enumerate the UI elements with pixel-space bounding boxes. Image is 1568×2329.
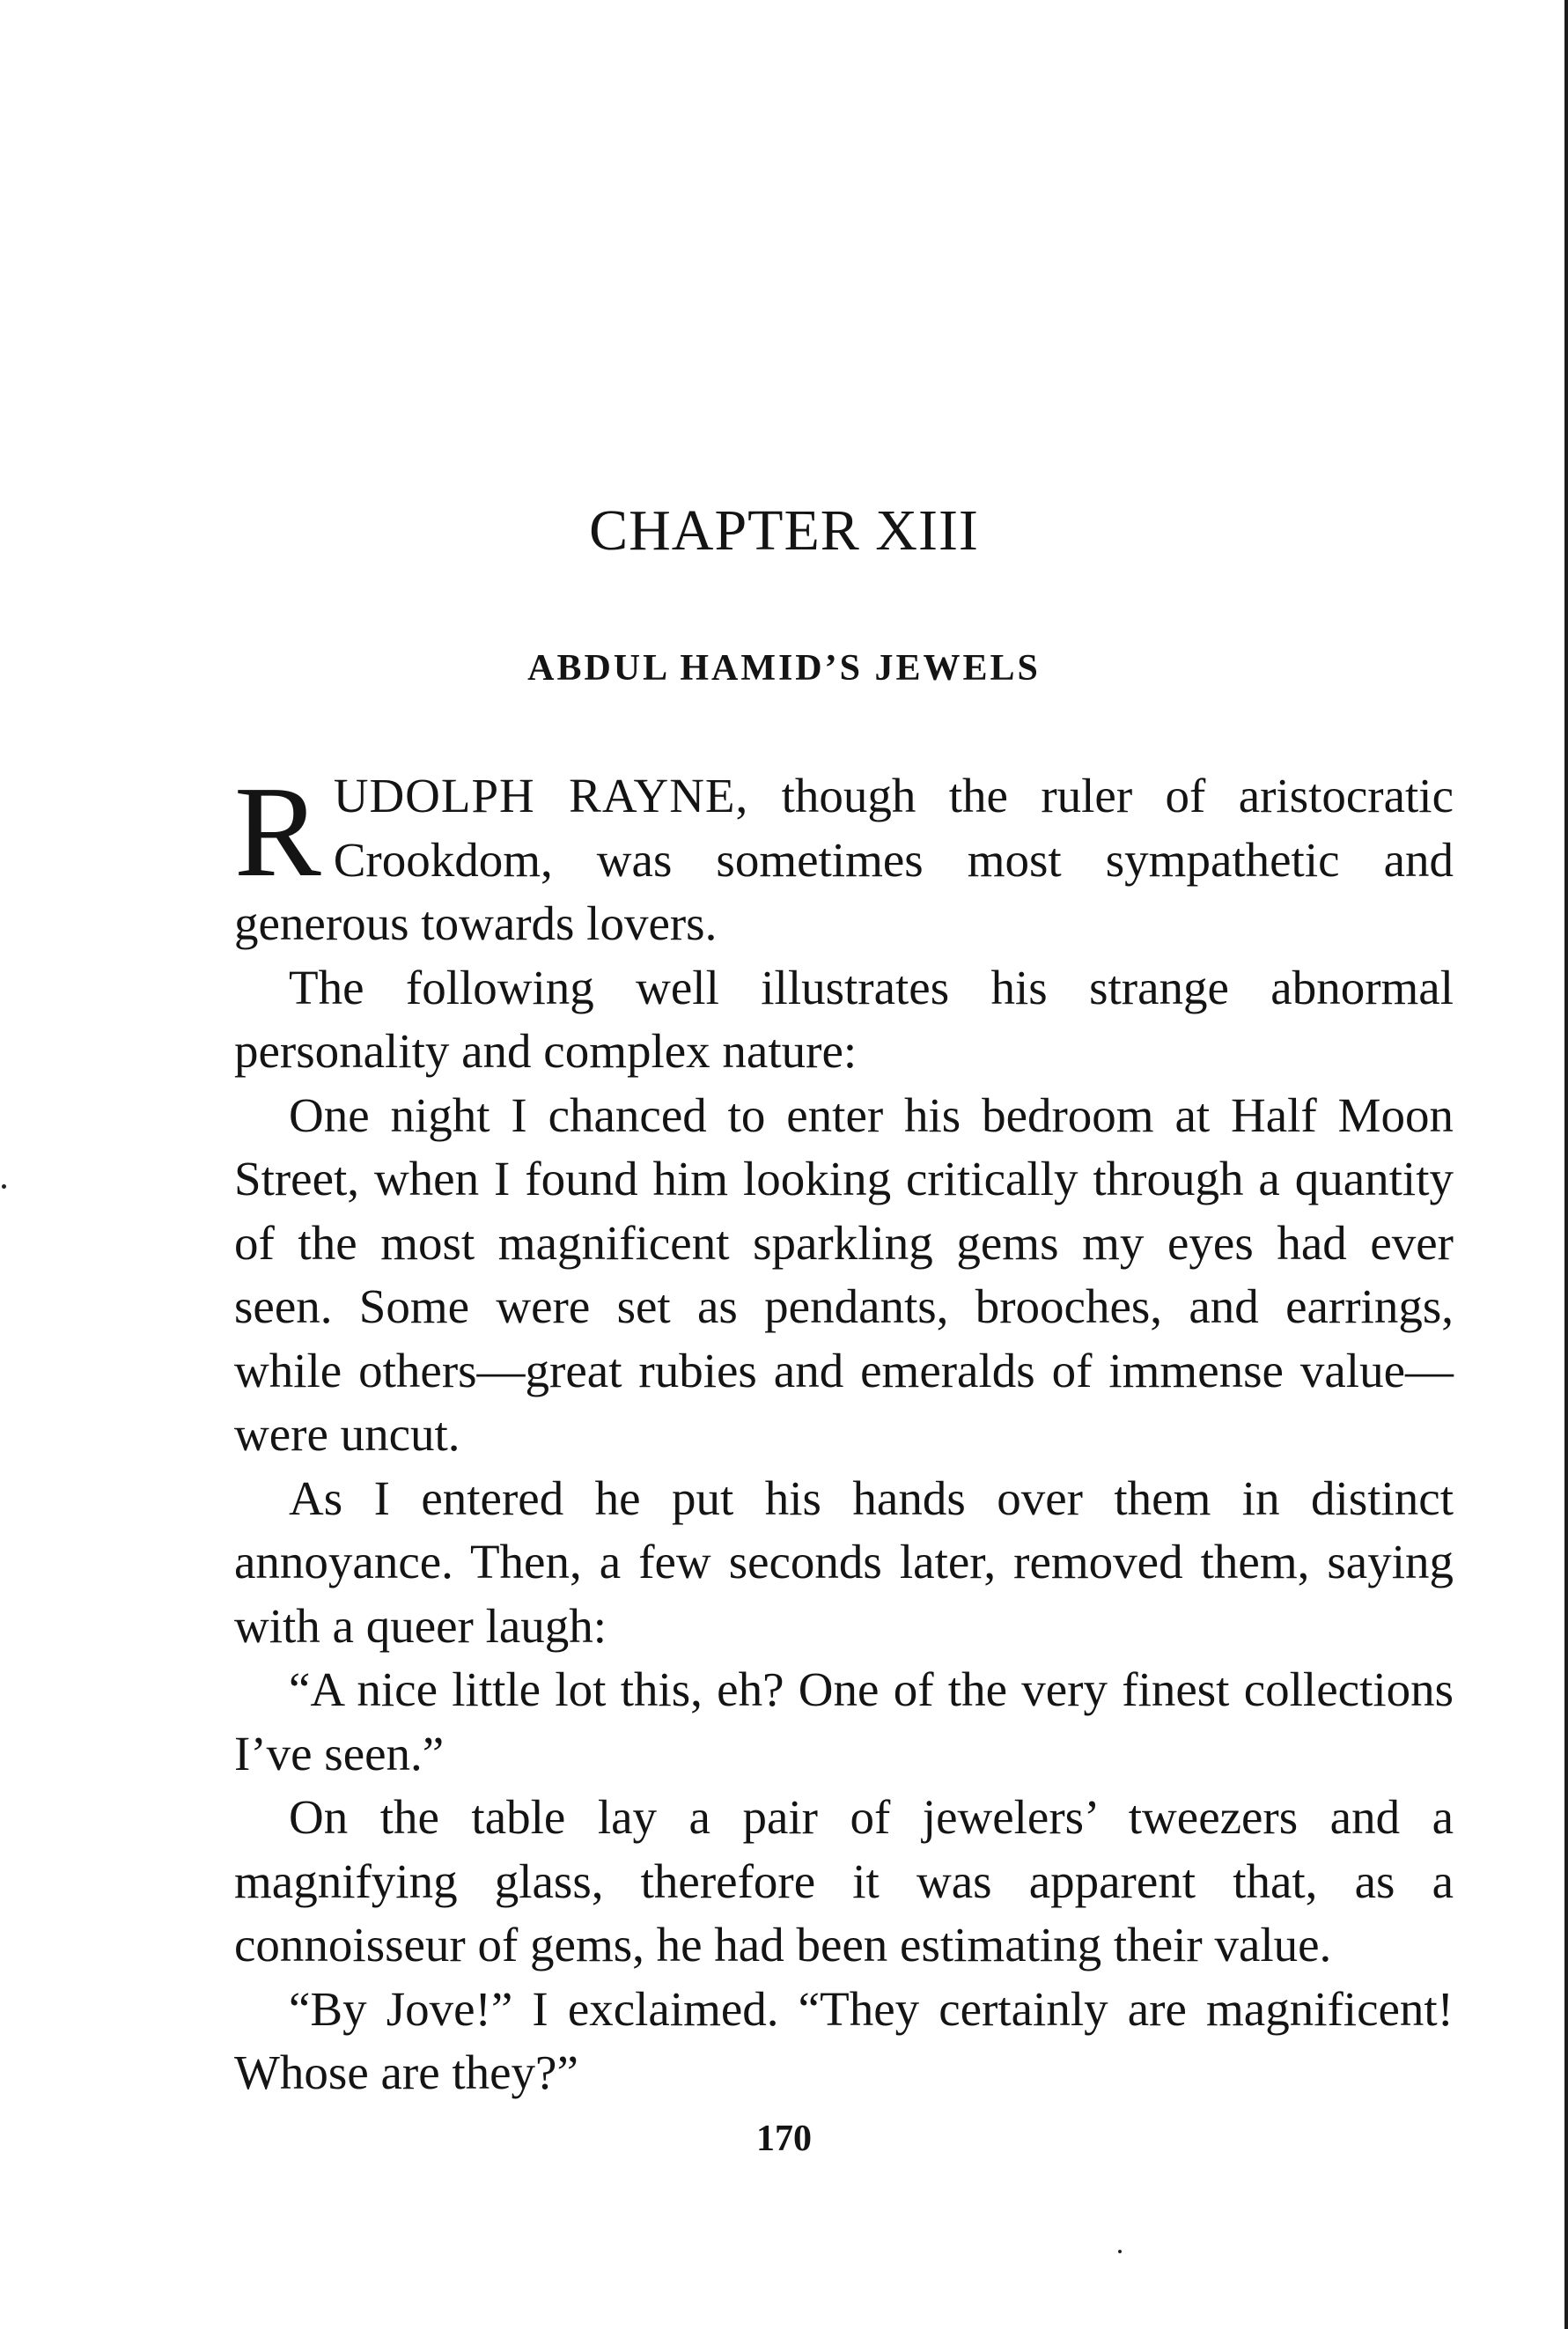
- chapter-title: ABDUL HAMID’S JEWELS: [527, 648, 1041, 689]
- scan-speck: [1118, 2250, 1122, 2253]
- page-number: 170: [756, 2119, 812, 2159]
- paragraph-7: “By Jove!” I exclaimed. “They certainly are magnificent! Whose are they?”: [234, 1981, 1454, 2099]
- paragraph-2: The following well illustrates his strange abnormal personality and complex nature:: [234, 960, 1454, 1078]
- paragraph-4: As I entered he put his hands over them in distinct annoyance. Then, a few seconds later, removed them, saying with a queer laugh:: [234, 1470, 1454, 1653]
- drop-cap: R: [234, 760, 321, 904]
- body-text: [234, 760, 1454, 2105]
- paragraph-lead: UDOLPH RAYNE,: [333, 769, 749, 822]
- paragraph-1-text: though the ruler of aristocratic Crookdom, was sometimes most sympathetic and generous towards lovers.: [234, 769, 1454, 950]
- paragraph-5: “A nice little lot this, eh? One of the very finest collections I’ve seen.”: [234, 1662, 1454, 1780]
- page-edge: [1564, 0, 1568, 2329]
- paragraph-6: On the table lay a pair of jewelers’ tweezers and a magnifying glass, therefore it was apparent that, as a connoisseur of gems, he had been estimating their value.: [234, 1790, 1454, 1972]
- paragraph-3: One night I chanced to enter his bedroom at Half Moon Street, when I found him looking critically through a quantity of the most magnificent sparkling gems my eyes had ever seen. Some were set as pendants, brooches, and earrings, while others—great rubies and emeralds of immense value—were uncut.: [234, 1087, 1454, 1461]
- paragraph-1: [234, 760, 1454, 956]
- chapter-number: CHAPTER XIII: [589, 498, 979, 563]
- scan-speck: [2, 1184, 6, 1189]
